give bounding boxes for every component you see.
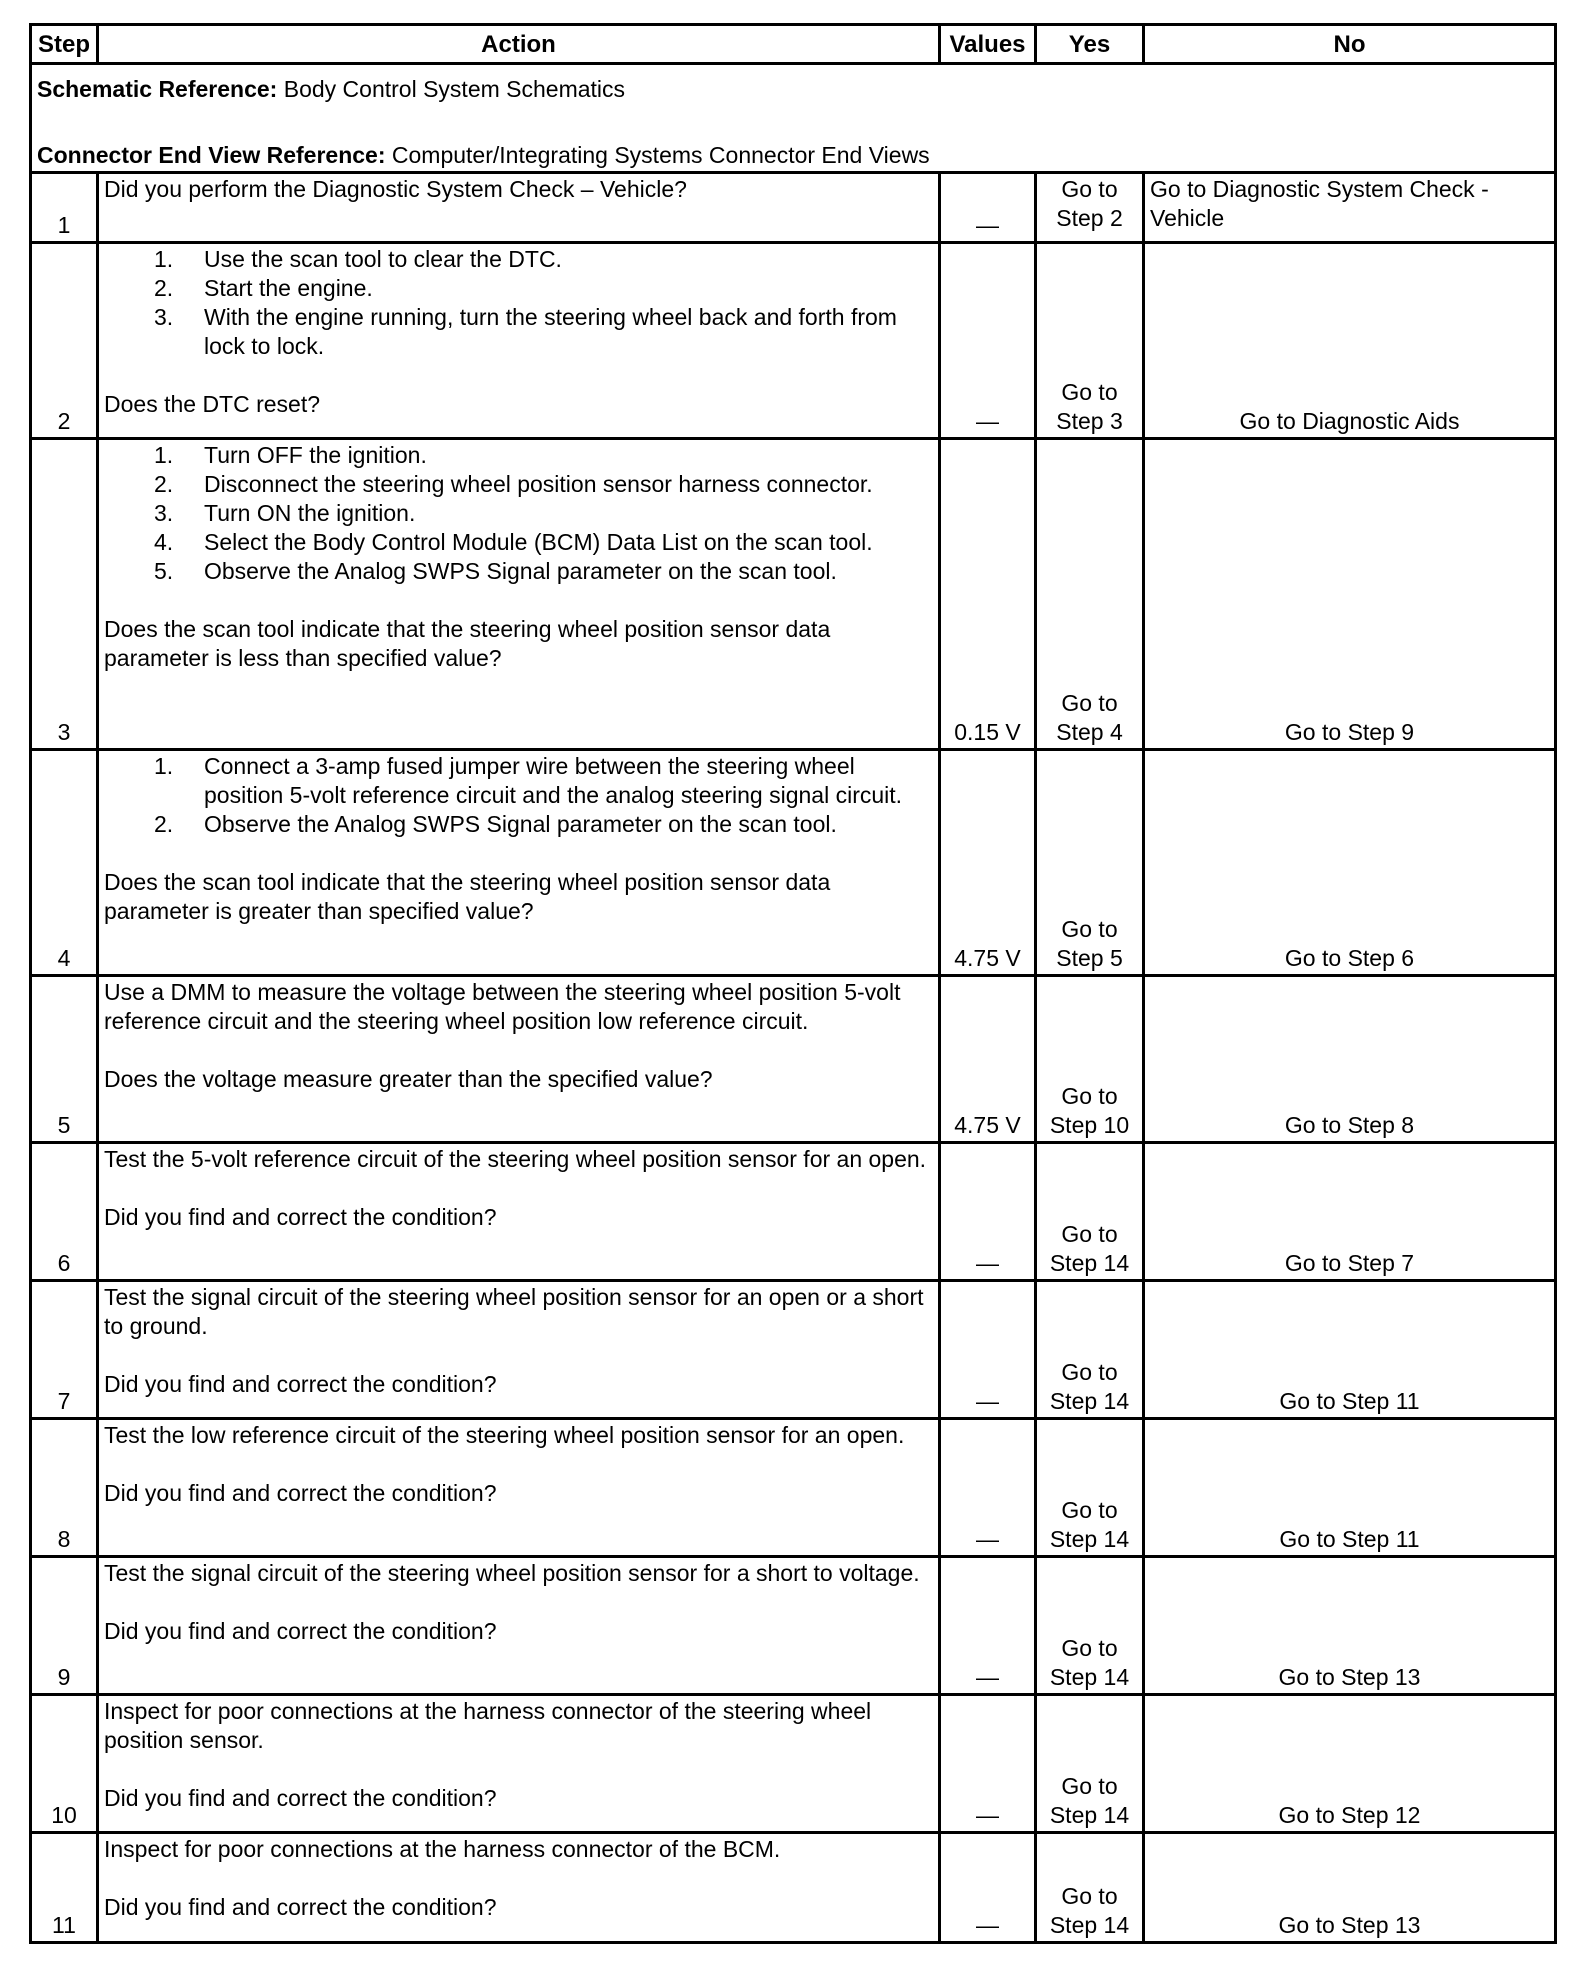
no-cell: Go to Step 11 [1144,1281,1556,1419]
action-step-item [104,752,933,810]
yes-cell: Go to Step 14 [1036,1833,1144,1943]
schematic-reference-value: Body Control System Schematics [277,76,626,102]
step-number: 5 [31,976,98,1143]
action-step-item [104,528,933,557]
action-step-number: 2. [154,275,174,301]
action-cell [98,1419,940,1557]
action-step-number: 1. [154,753,174,779]
action-question: Does the DTC reset? [104,391,321,417]
action-step-number: 5. [154,558,174,584]
action-step-item [104,499,933,528]
action-step-item [104,303,933,361]
no-cell: Go to Step 11 [1144,1419,1556,1557]
header-yes: Yes [1036,25,1144,64]
no-cell: Go to Step 6 [1144,750,1556,976]
action-text: Test the 5-volt reference circuit of the steering wheel position sensor for an open. [104,1146,927,1172]
value-cell: 4.75 V [940,976,1036,1143]
no-cell: Go to Diagnostic System Check - Vehicle [1144,173,1556,243]
value-cell: — [940,1557,1036,1695]
step-number: 8 [31,1419,98,1557]
action-text: Test the low reference circuit of the steering wheel position sensor for an open. [104,1422,905,1448]
action-step-text: Disconnect the steering wheel position sensor harness connector. [204,471,873,497]
step-number: 6 [31,1143,98,1281]
action-step-number: 1. [154,442,174,468]
no-cell: Go to Step 8 [1144,976,1556,1143]
action-text: Test the signal circuit of the steering wheel position sensor for a short to voltage. [104,1560,920,1586]
yes-cell: Go to Step 14 [1036,1557,1144,1695]
action-question: Does the scan tool indicate that the steering wheel position sensor data parameter is less than specified value? [104,616,831,671]
yes-cell: Go to Step 10 [1036,976,1144,1143]
table-row [31,1833,1556,1943]
no-cell: Go to Step 9 [1144,439,1556,750]
table-row [31,976,1556,1143]
step-number: 4 [31,750,98,976]
action-step-item [104,557,933,586]
action-text: Use a DMM to measure the voltage between the steering wheel position 5-volt reference circuit and the steering wheel position low reference circuit. [104,979,901,1034]
action-step-text: With the engine running, turn the steering wheel back and forth from lock to lock. [204,304,897,359]
no-cell: Go to Diagnostic Aids [1144,243,1556,439]
action-cell [98,1557,940,1695]
action-step-number: 4. [154,529,174,555]
no-cell: Go to Step 13 [1144,1557,1556,1695]
action-question: Does the scan tool indicate that the steering wheel position sensor data parameter is greater than specified value? [104,869,831,924]
action-step-text: Turn ON the ignition. [204,500,416,526]
action-step-text: Select the Body Control Module (BCM) Data List on the scan tool. [204,529,873,555]
value-cell: — [940,1143,1036,1281]
action-question: Did you find and correct the condition? [104,1785,497,1811]
action-text: Inspect for poor connections at the harness connector of the steering wheel position sensor. [104,1698,872,1753]
action-step-number: 1. [154,246,174,272]
table-row [31,1419,1556,1557]
action-step-number: 3. [154,304,174,330]
yes-cell: Go to Step 14 [1036,1281,1144,1419]
action-question: Did you find and correct the condition? [104,1204,497,1230]
diagnostic-table [29,23,1557,1944]
connector-reference-value: Computer/Integrating Systems Connector End Views [385,142,930,168]
header-row [31,25,1556,64]
action-cell [98,439,940,750]
action-text: Inspect for poor connections at the harness connector of the BCM. [104,1836,781,1862]
action-question: Did you find and correct the condition? [104,1618,497,1644]
action-question: Did you find and correct the condition? [104,1371,497,1397]
header-no: No [1144,25,1556,64]
value-cell: 0.15 V [940,439,1036,750]
yes-cell: Go to Step 3 [1036,243,1144,439]
value-cell: 4.75 V [940,750,1036,976]
table-row [31,1695,1556,1833]
step-number: 1 [31,173,98,243]
value-cell: — [940,1695,1036,1833]
no-cell: Go to Step 13 [1144,1833,1556,1943]
value-cell: — [940,243,1036,439]
header-values: Values [940,25,1036,64]
action-step-text: Turn OFF the ignition. [204,442,427,468]
table-row [31,439,1556,750]
action-cell [98,173,940,243]
step-number: 10 [31,1695,98,1833]
connector-reference-label: Connector End View Reference: [37,142,386,168]
reference-row [31,64,1556,173]
step-number: 9 [31,1557,98,1695]
step-number: 3 [31,439,98,750]
action-step-item [104,245,933,274]
connector-reference [37,141,1549,170]
table-row [31,1281,1556,1419]
value-cell: — [940,1419,1036,1557]
table-row [31,173,1556,243]
step-number: 7 [31,1281,98,1419]
yes-cell: Go to Step 14 [1036,1143,1144,1281]
action-steps-list [104,245,933,361]
reference-cell [31,64,1556,173]
action-cell [98,243,940,439]
action-step-item [104,274,933,303]
no-cell: Go to Step 7 [1144,1143,1556,1281]
action-step-item [104,470,933,499]
yes-cell: Go to Step 5 [1036,750,1144,976]
action-text: Test the signal circuit of the steering wheel position sensor for an open or a short to ground. [104,1284,924,1339]
value-cell: — [940,1833,1036,1943]
action-step-number: 2. [154,471,174,497]
header-action: Action [98,25,940,64]
action-cell [98,976,940,1143]
action-steps-list [104,441,933,586]
table-row [31,1557,1556,1695]
action-cell [98,1695,940,1833]
step-number: 2 [31,243,98,439]
table-row [31,243,1556,439]
yes-cell: Go to Step 2 [1036,173,1144,243]
action-cell [98,750,940,976]
action-cell [98,1833,940,1943]
action-step-number: 3. [154,500,174,526]
table-row [31,1143,1556,1281]
action-step-text: Observe the Analog SWPS Signal parameter on the scan tool. [204,811,837,837]
action-step-text: Use the scan tool to clear the DTC. [204,246,562,272]
action-step-number: 2. [154,811,174,837]
yes-cell: Go to Step 14 [1036,1695,1144,1833]
action-step-text: Start the engine. [204,275,373,301]
no-cell: Go to Step 12 [1144,1695,1556,1833]
yes-cell: Go to Step 14 [1036,1419,1144,1557]
value-cell: — [940,1281,1036,1419]
action-question: Does the voltage measure greater than the specified value? [104,1066,713,1092]
action-cell [98,1281,940,1419]
schematic-reference-label: Schematic Reference: [37,76,278,102]
table-row [31,750,1556,976]
action-cell [98,1143,940,1281]
action-steps-list [104,752,933,839]
action-step-item [104,810,933,839]
yes-cell: Go to Step 4 [1036,439,1144,750]
action-step-text: Observe the Analog SWPS Signal parameter on the scan tool. [204,558,837,584]
schematic-reference [37,75,1549,104]
header-step: Step [31,25,98,64]
value-cell: — [940,173,1036,243]
action-question: Did you find and correct the condition? [104,1894,497,1920]
action-step-text: Connect a 3-amp fused jumper wire between the steering wheel position 5-volt reference circuit and the analog steering signal circuit. [204,753,903,808]
action-text: Did you perform the Diagnostic System Check – Vehicle? [104,176,687,202]
action-step-item [104,441,933,470]
step-number: 11 [31,1833,98,1943]
action-question: Did you find and correct the condition? [104,1480,497,1506]
